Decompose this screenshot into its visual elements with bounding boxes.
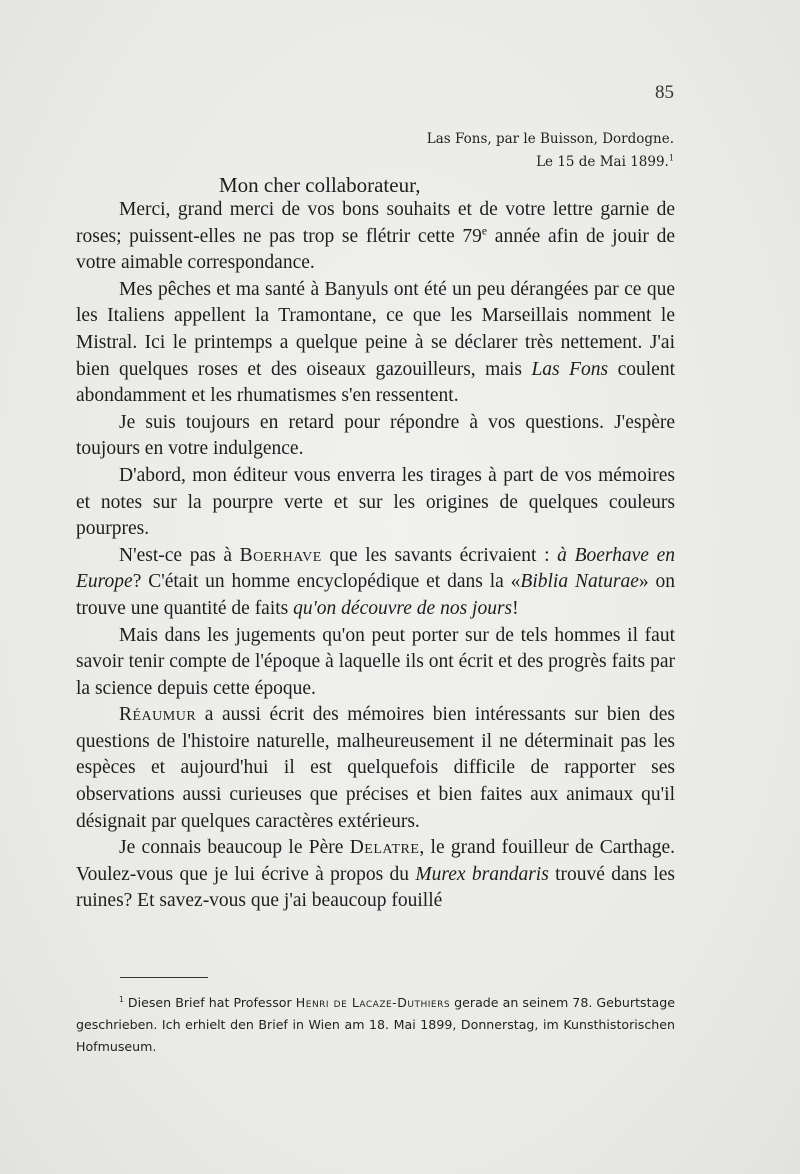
p7-text: a aussi écrit des mémoires bien intéressants sur bien des questions de l'histoire naturelle, malheureusement il ne déterminait pas les espèces et aujourd'hui il est quelquefois difficile de rapporter ses observations aussi curieuses que précises et bien faites aux animaux qu'il désignait par quelques caractères extérieurs. [76, 704, 675, 832]
paragraph-2 [76, 277, 675, 410]
p5-name: Boerhave [239, 544, 322, 566]
p5-text-c: ? C'était un homme encyclopédique et dans la « [132, 571, 521, 593]
paragraph-5 [76, 543, 675, 623]
paragraph-7 [76, 702, 675, 835]
p2-text-a: Mes pêches et ma santé à Banyuls ont été un peu dérangées par ce que les Italiens appellent la Tramontane, ce que les Marseillais nomment le Mistral. Ici le printemps a quelque peine à se déclarer très nettement. J'ai bien quelques roses et des oiseaux gazouilleurs, mais [76, 278, 675, 380]
letter-body [76, 197, 675, 915]
footnote-paragraph [76, 992, 675, 1058]
p8-text-a: Je connais beaucoup le Père [119, 837, 350, 859]
salutation: Mon cher collaborateur, [219, 173, 421, 197]
page-number: 85 [655, 82, 674, 103]
p5-text-e: ! [512, 597, 519, 619]
place-line: Las Fons, par le Buisson, Dordogne. [426, 131, 674, 147]
paragraph-6: Mais dans les jugements qu'on peut porter sur de tels hommes il faut savoir tenir compte de l'époque à laquelle ils ont écrit et des progrès faits par la science depuis cette époque. [76, 624, 675, 699]
letter-heading [427, 128, 674, 174]
p2-italic: Las Fons [531, 358, 609, 380]
footnote-name: Henri de Lacaze-Duthiers [295, 995, 451, 1010]
p5-italic-2: Biblia Naturae [520, 571, 639, 593]
paragraph-8 [76, 835, 675, 915]
footnote-text-a: Diesen Brief hat Professor [123, 995, 296, 1010]
paragraph-3: Je suis toujours en retard pour répondre à vos questions. J'espère toujours en votre indulgence. [76, 411, 675, 460]
p5-text-b: que les savants écrivaient : [321, 544, 558, 566]
footnote [76, 992, 675, 1058]
p2-text-b: coulent abondamment et les rhumatismes s'en ressentent. [76, 358, 676, 407]
paragraph-4: D'abord, mon éditeur vous enverra les tirages à part de vos mémoires et notes sur la pourpre verte et sur les origines de quelques couleurs pourpres. [76, 464, 675, 540]
footnote-text-b: gerade an seinem 78. Geburtstage geschrieben. Ich erhielt den Brief in Wien am 18. Mai 1899, Donnerstag, im Kunsthistorischen Hofmuseum. [76, 995, 675, 1054]
p1-superscript: e [481, 224, 488, 238]
footnote-divider [120, 977, 208, 978]
p8-italic: Murex brandaris [415, 863, 549, 885]
p5-italic-1: à Boerhave en Europe [76, 544, 675, 593]
date-text: Le 15 de Mai 1899. [536, 154, 669, 170]
p8-name: Delatre [349, 837, 420, 859]
p1-text: Merci, grand merci de vos bons souhaits et de votre lettre garnie de roses; puissent-elles ne pas trop se flétrir cette 79 [76, 199, 675, 247]
p8-text-c: trouvé dans les ruines? Et savez-vous que j'ai beaucoup fouillé [76, 863, 675, 912]
p1-text-end: année afin de jouir de votre aimable correspondance. [76, 225, 675, 274]
p5-italic-3: qu'on découvre de nos jours [293, 597, 513, 619]
date-line [427, 151, 674, 174]
paragraph-1 [76, 197, 675, 277]
footnote-ref: 1 [668, 152, 674, 163]
footnote-marker: 1 [119, 994, 124, 1004]
p5-text-d: » on trouve une quantité de faits [76, 571, 675, 619]
p5-text-a: N'est-ce pas à [119, 544, 240, 566]
p8-text-b: , le grand fouilleur de Carthage. Voulez-vous que je lui écrive à propos du [76, 837, 675, 885]
p7-name: Réaumur [119, 704, 197, 726]
